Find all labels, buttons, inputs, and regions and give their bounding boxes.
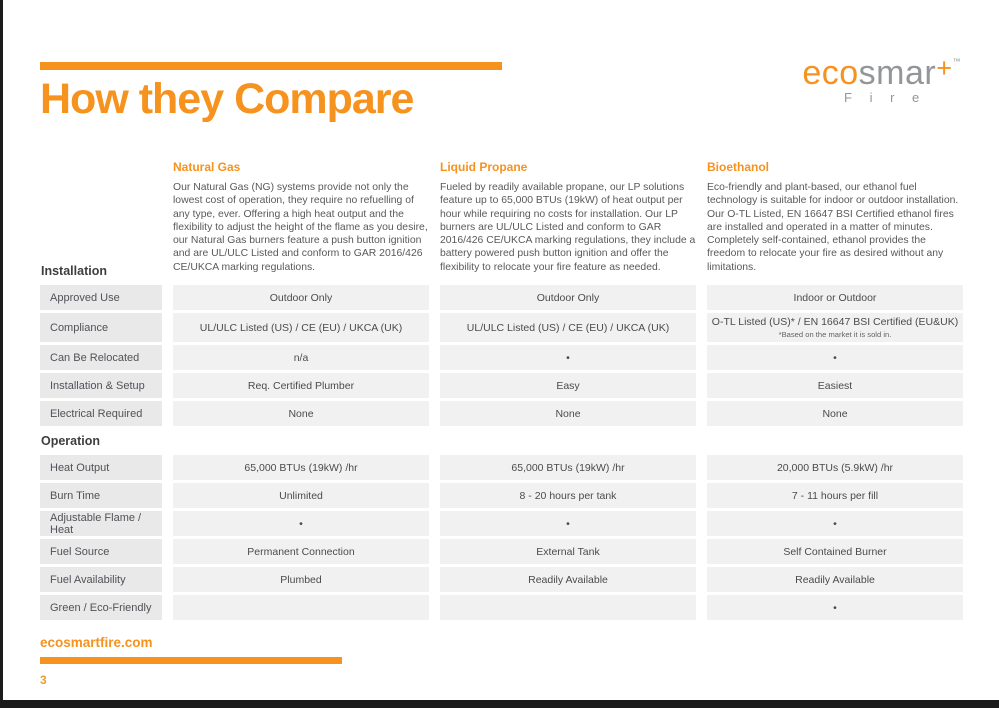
spacer bbox=[40, 181, 162, 274]
cell-value: 65,000 BTUs (19kW) /hr bbox=[511, 461, 625, 474]
row-label: Green / Eco-Friendly bbox=[40, 595, 162, 620]
ecosmart-fire-logo bbox=[802, 53, 961, 105]
cell-value: • bbox=[566, 517, 570, 530]
table-cell bbox=[707, 567, 963, 592]
cell-value: None bbox=[288, 407, 314, 420]
table-cell bbox=[440, 373, 696, 398]
cell-value: Easy bbox=[556, 379, 580, 392]
section-rows bbox=[40, 285, 961, 426]
column-description: Eco-friendly and plant-based, our ethanol fuel technology is suitable for indoor or outdoor installation. Our O-TL Listed, EN 16647 BSI Certified ethanol fires are installed and operated in a matter of minutes. Completely self-contained, ethanol provides the freedom to relocate your fire as desired without any limitations. bbox=[707, 182, 959, 273]
cell-value: • bbox=[833, 351, 837, 364]
cell-value: • bbox=[833, 601, 837, 614]
cell-value: • bbox=[299, 517, 303, 530]
table-cell bbox=[173, 285, 429, 310]
table-cell bbox=[173, 567, 429, 592]
cell-value: Req. Certified Plumber bbox=[247, 379, 355, 392]
cell-value: Outdoor Only bbox=[269, 291, 333, 304]
cell-value: Easiest bbox=[817, 379, 853, 392]
table-cell bbox=[707, 595, 963, 620]
cell-value: • bbox=[833, 517, 837, 530]
table-cell bbox=[440, 567, 696, 592]
cell-value: External Tank bbox=[536, 545, 600, 558]
table-cell bbox=[440, 595, 696, 620]
table-cell bbox=[440, 285, 696, 310]
website-link[interactable]: ecosmartfire.com bbox=[40, 635, 153, 651]
cell-value: Indoor or Outdoor bbox=[793, 291, 877, 304]
logo-trademark: ™ bbox=[952, 57, 961, 66]
row-label: Fuel Availability bbox=[40, 567, 162, 592]
cell-value: Self Contained Burner bbox=[783, 545, 887, 558]
table-cell bbox=[707, 455, 963, 480]
comparison-table bbox=[40, 264, 961, 620]
table-cell bbox=[173, 313, 429, 342]
row-label: Adjustable Flame / Heat bbox=[40, 511, 162, 536]
logo-smar-text: smar bbox=[858, 54, 937, 92]
cell-value: Readily Available bbox=[795, 573, 875, 586]
row-label: Heat Output bbox=[40, 455, 162, 480]
table-cell bbox=[707, 313, 963, 342]
cell-value: O-TL Listed (US)* / EN 16647 BSI Certified (EU&UK) bbox=[711, 316, 959, 329]
page-bottom-edge bbox=[0, 700, 999, 708]
row-label: Fuel Source bbox=[40, 539, 162, 564]
cell-value: Readily Available bbox=[528, 573, 608, 586]
table-cell bbox=[707, 539, 963, 564]
table-cell bbox=[173, 511, 429, 536]
page-footer bbox=[40, 634, 961, 687]
column-title: Natural Gas bbox=[173, 160, 241, 174]
cell-footnote: *Based on the market it is sold in. bbox=[778, 330, 892, 340]
table-cell bbox=[440, 345, 696, 370]
page-content bbox=[40, 0, 961, 687]
cell-value: 65,000 BTUs (19kW) /hr bbox=[244, 461, 358, 474]
cell-value: Plumbed bbox=[280, 573, 322, 586]
row-label: Installation & Setup bbox=[40, 373, 162, 398]
logo-fire-text: F i r e bbox=[844, 90, 927, 105]
column-description: Our Natural Gas (NG) systems provide not only the lowest cost of operation, they require no refuelling of any type, ever. Offering a high heat output and the flexibility to adjust the height of the flame as you desire, our Natural Gas burners feature a push button ignition and are UL/ULC Listed and conform to GAR 2016/426 CE/UKCA marking regulations. bbox=[173, 182, 428, 273]
section-title: Operation bbox=[41, 434, 101, 449]
table-cell bbox=[440, 455, 696, 480]
table-cell bbox=[173, 595, 429, 620]
table-cell bbox=[173, 455, 429, 480]
title-rule bbox=[40, 62, 502, 70]
page-number: 3 bbox=[40, 673, 47, 688]
footer-rule bbox=[40, 657, 342, 664]
row-label: Compliance bbox=[40, 313, 162, 342]
row-label: Burn Time bbox=[40, 483, 162, 508]
cell-value: 8 - 20 hours per tank bbox=[519, 489, 617, 502]
table-cell bbox=[707, 285, 963, 310]
column-title: Liquid Propane bbox=[440, 160, 528, 174]
table-cell bbox=[173, 539, 429, 564]
table-cell bbox=[440, 511, 696, 536]
table-cell bbox=[707, 345, 963, 370]
page-left-edge bbox=[0, 0, 3, 708]
cell-value: None bbox=[822, 407, 848, 420]
spacer bbox=[40, 160, 162, 174]
cell-value: n/a bbox=[293, 351, 309, 364]
row-label: Approved Use bbox=[40, 285, 162, 310]
cell-value: None bbox=[555, 407, 581, 420]
cell-value: 20,000 BTUs (5.9kW) /hr bbox=[776, 461, 894, 474]
row-label: Can Be Relocated bbox=[40, 345, 162, 370]
cell-value: 7 - 11 hours per fill bbox=[791, 489, 879, 502]
page-title: How they Compare bbox=[40, 75, 414, 123]
section-rows bbox=[40, 455, 961, 620]
column-title: Bioethanol bbox=[707, 160, 769, 174]
table-cell bbox=[707, 401, 963, 426]
logo-eco-text: eco bbox=[802, 54, 859, 92]
table-cell bbox=[440, 313, 696, 342]
table-cell bbox=[173, 401, 429, 426]
table-cell bbox=[173, 373, 429, 398]
logo-wordmark bbox=[802, 53, 961, 92]
logo-plus-icon: + bbox=[936, 53, 953, 83]
column-descriptions bbox=[40, 181, 961, 274]
table-cell bbox=[440, 483, 696, 508]
table-cell bbox=[440, 539, 696, 564]
cell-value: UL/ULC Listed (US) / CE (EU) / UKCA (UK) bbox=[466, 321, 670, 334]
cell-value: Unlimited bbox=[279, 489, 323, 502]
section-title: Installation bbox=[41, 264, 107, 279]
cell-value: Permanent Connection bbox=[247, 545, 355, 558]
table-cell bbox=[173, 483, 429, 508]
cell-value: • bbox=[566, 351, 570, 364]
row-label: Electrical Required bbox=[40, 401, 162, 426]
cell-value: Outdoor Only bbox=[536, 291, 600, 304]
table-cell bbox=[707, 483, 963, 508]
column-headers bbox=[40, 160, 961, 174]
table-cell bbox=[173, 345, 429, 370]
cell-value: UL/ULC Listed (US) / CE (EU) / UKCA (UK) bbox=[199, 321, 403, 334]
table-cell bbox=[707, 511, 963, 536]
column-description: Fueled by readily available propane, our LP solutions feature up to 65,000 BTUs (19kW) of heat output per hour while requiring no costs for installation. Our LP burners are UL/ULC Listed and conform to GAR 2016/426 CE/UKCA marking regulations, they include a battery powered push button ignition and offer the flexibility to relocate your fire feature as needed. bbox=[440, 182, 696, 273]
table-cell bbox=[707, 373, 963, 398]
table-cell bbox=[440, 401, 696, 426]
